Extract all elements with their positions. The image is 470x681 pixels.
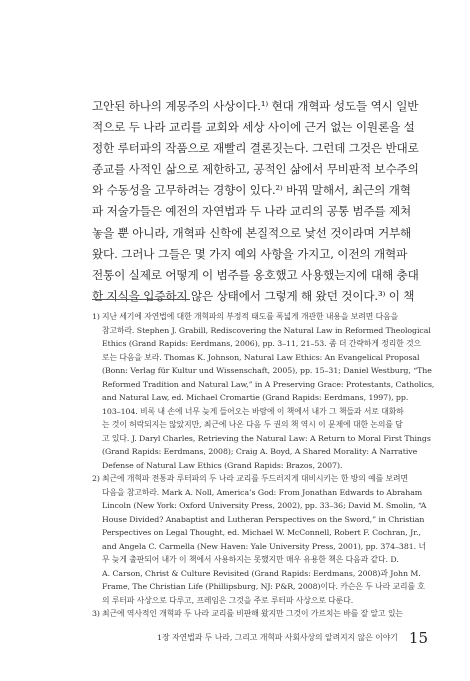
chapter-title: 1장 자연법과 두 나라, 그리고 개혁파 사회사상의 알려지지 않은 이야기	[157, 633, 398, 642]
footnote-line	[92, 540, 428, 554]
footnote-text: 참고하라. Stephen J. Grabill, Rediscovering the Natural Law in Reformed Theological	[102, 325, 431, 335]
body-line: 한 지식을 입증하지 않은 상태에서 그렇게 해 왔던 것이다.³⁾ 이 책	[92, 288, 415, 303]
footnote	[92, 310, 435, 472]
footnote-line	[92, 459, 428, 473]
footnote	[92, 607, 428, 621]
footnote-line	[92, 432, 431, 446]
footnote-text: 최근에 역사적인 개혁파 두 나라 교리를 비판해 왔지만 그것이 가르치는 바를 잘 알고 있는	[102, 609, 403, 618]
body-line: 고안된 하나의 계몽주의 사상이다.¹⁾ 현대 개혁파 성도들 역시 일반	[92, 99, 419, 113]
footnote-line	[92, 526, 428, 540]
footnote-text: 고 있다. J. Daryl Charles, Retrieving the Natural Law: A Return to Moral First Things	[102, 433, 431, 443]
footnote-text: 지난 세기에 자연법에 대한 개혁파의 부정적 태도를 폭넓게 개관한 내용을 보려면 다음을	[102, 312, 399, 321]
footnote-line	[92, 351, 428, 365]
footnote	[92, 472, 428, 607]
footnote-line	[92, 405, 428, 419]
body-line: 적으로 두 나라 교리를 교회와 세상 사이에 근거 없는 이원론을 설	[92, 120, 415, 135]
footnote-number: 3)	[92, 609, 100, 618]
footnote-divider	[92, 299, 190, 300]
body-line: 왔다. 그러나 그들은 몇 가지 예외 사항을 가지고, 이전의 개혁파	[92, 246, 408, 261]
footnote-text: A. Carson, Christ & Culture Revisited (Grand Rapids: Eerdmans, 2008)과 John M.	[102, 568, 421, 578]
footnote-text: 103–104. 비록 내 손에 너무 늦게 들어오는 바람에 이 책에서 내가 그 책들과 서로 대화하	[102, 406, 404, 416]
footnote-line	[92, 418, 428, 432]
body-line: 정한 루터파의 작품으로 재빨리 결론짓는다. 그런데 그것은 반대로	[92, 141, 419, 156]
body-line: 종교를 사적인 삶으로 제한하고, 공적인 삶에서 무비판적 보수주의	[92, 162, 419, 177]
footnote-line	[92, 445, 428, 459]
body-line: 전통이 실제로 어떻게 이 범주를 옹호했고 사용했는지에 대해 충대	[92, 267, 419, 282]
body-line: 파 저술가들은 예전의 자연법과 두 나라 교리의 공통 범주를 제쳐	[92, 204, 412, 219]
body-line: 놓을 뿐 아니라, 개혁파 신학에 본질적으로 낯선 것이라며 거부해	[92, 225, 412, 240]
footnote-text: 다음을 참고하라. Mark A. Noll, America’s God: From Jonathan Edwards to Abraham	[102, 487, 423, 497]
footnote-text: Perspectives on Legal Thought, ed. Michael W. McConnell, Robert F. Cochran, Jr.,	[102, 528, 421, 537]
footnote-line	[92, 499, 428, 513]
footnote-text: Reformed Tradition and Natural Law,” in A Preserving Grace: Protestants, Catholics,	[102, 379, 435, 389]
footnote-text: 최근에 개혁파 전통과 루터파의 두 나라 교리를 두드러지게 대비시키는 한 방의 예를 보려면	[102, 474, 408, 483]
footnote-text: Lincoln (New York: Oxford University Press, 2002), pp. 33–36; David M. Smolin, “A	[102, 501, 427, 510]
page-number: 15	[408, 628, 428, 647]
footnote-number: 2)	[92, 474, 100, 483]
footnote-text: 무 늦게 출판되어 내가 이 책에서 사용하지는 못했지만 매우 유용한 책은 다음과 같다. D.	[102, 555, 399, 564]
footnote-line	[92, 553, 428, 567]
footnote-text: Defense of Natural Law Ethics (Grand Rapids: Brazos, 2007).	[102, 460, 343, 470]
footnote-text: 로는 다음을 보라. Thomas K. Johnson, Natural Law Ethics: An Evangelical Proposal	[102, 352, 420, 362]
body-line: 와 수동성을 고무하려는 경향이 있다.²⁾ 바꿔 말해서, 최근의 개혁	[92, 183, 411, 198]
running-footer	[150, 627, 428, 647]
footnote-text: House Divided? Anabaptist and Lutheran Perspectives on the Sword,” in Christian	[102, 514, 425, 524]
footnote-line	[92, 310, 428, 324]
footnote-line	[92, 607, 428, 621]
footnote-text: and Angela C. Carmella (New Haven: Yale University Press, 2001), pp. 374–381. 너	[102, 541, 426, 551]
footnote-line	[92, 378, 435, 392]
body-paragraph	[92, 96, 428, 307]
footnote-text: Frame, The Christian Life (Phillipsburg, NJ: P&R, 2008)이다. 카슨은 두 나라 교리를 호	[102, 582, 425, 591]
footnote-text: Ethics (Grand Rapids: Eerdmans, 2006), pp. 3–11, 21–53. 좀 더 간략하게 정리한 것으	[102, 339, 422, 348]
footnote-line	[92, 324, 431, 338]
footnotes	[92, 310, 435, 621]
footnote-text: 의 루터파 사상으로 다루고, 프레임은 그것을 주로 루터파 사상으로 다룬다.	[102, 595, 354, 605]
footnote-line	[92, 567, 428, 581]
footnote-line	[92, 337, 428, 351]
footnote-text: and Natural Law, ed. Michael Cromartie (Grand Rapids: Eerdmans, 1997), pp.	[102, 393, 409, 402]
footnote-number: 1)	[92, 312, 100, 321]
footnote-line	[92, 580, 428, 594]
footnote-line	[92, 513, 428, 527]
footnote-text: 는 것이 허락되지는 않았지만, 최근에 나온 다음 두 권의 책 역시 이 문제에 대한 논의를 담	[102, 420, 403, 429]
footnote-line	[92, 391, 428, 405]
footnote-text: (Grand Rapids: Eerdmans, 2008); Craig A. Boyd, A Shared Morality: A Narrative	[102, 447, 418, 456]
footnote-line	[92, 486, 428, 500]
footnote-line	[92, 472, 428, 486]
footnote-line	[92, 364, 432, 378]
footnote-line	[92, 594, 428, 608]
footnote-text: (Bonn: Verlag für Kultur und Wissenschaft, 2005), pp. 15–31; Daniel Westburg, “The	[102, 366, 432, 375]
